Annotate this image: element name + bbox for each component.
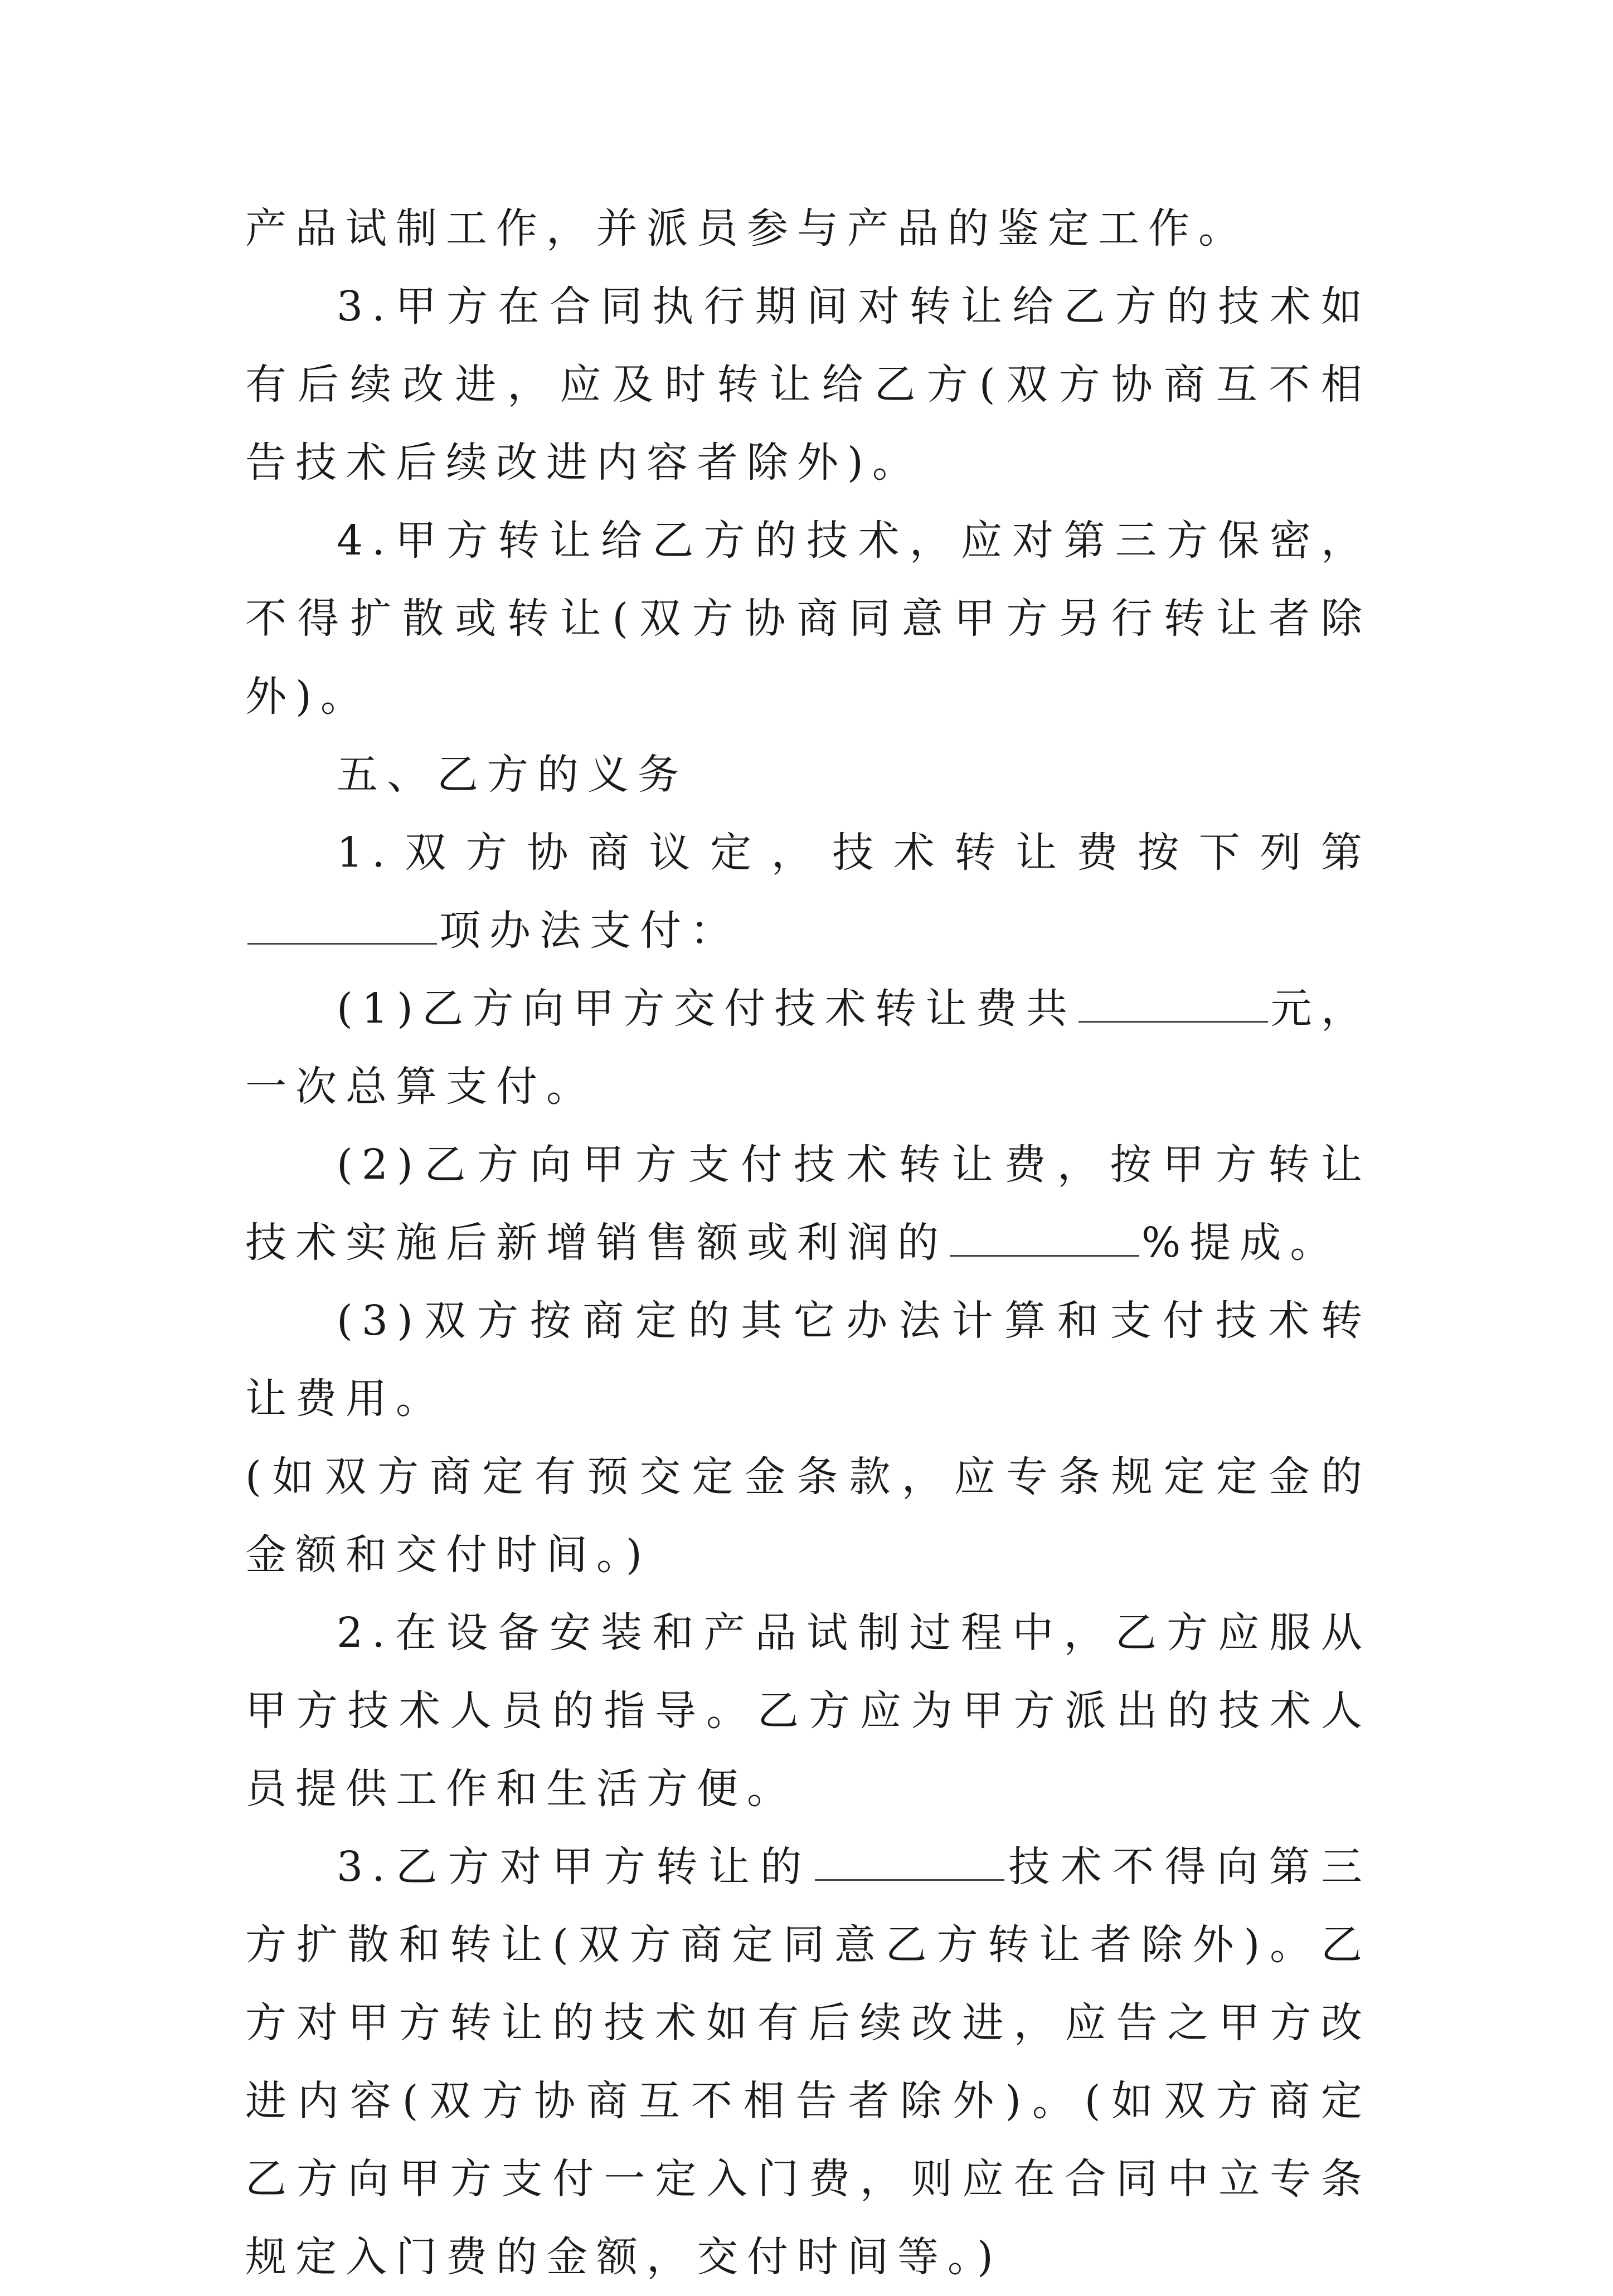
fill-in-blank (247, 904, 437, 945)
clause-text: 项办法支付： (439, 907, 740, 955)
paragraph-note-deposit: (如双方商定有预交定金条款，应专条规定定金的金额和交付时间。) (245, 1453, 1371, 1579)
clause-text: 3.乙方对甲方转让的 (337, 1843, 813, 1891)
fill-in-blank (815, 1840, 1004, 1881)
paragraph-b-option-2 (245, 1126, 1371, 1282)
paragraph-b-clause-1 (245, 814, 1371, 970)
paragraph-clause-3: 3.甲方在合同执行期间对转让给乙方的技术如有后续改进，应及时转让给乙方(双方协商互不相告技术后续改进内容者除外)。 (245, 283, 1371, 487)
section-heading-party-b-obligations: 五、乙方的义务 (337, 751, 688, 799)
paragraph-b-option-3: (3)双方按商定的其它办法计算和支付技术转让费用。 (245, 1297, 1371, 1423)
clause-text: (2)乙方向甲方支付技术转让费，按甲方转让技术实施后新增销售额或利润的 (245, 1141, 1371, 1267)
paragraph-b-option-1 (245, 970, 1371, 1126)
paragraph-b-clause-2: 2.在设备安装和产品试制过程中，乙方应服从甲方技术人员的指导。乙方应为甲方派出的技术人员提供工作和生活方便。 (245, 1609, 1371, 1813)
clause-text: %提成。 (1141, 1219, 1340, 1267)
fill-in-blank (1078, 982, 1268, 1023)
clause-text: (1)乙方向甲方交付技术转让费共 (337, 985, 1077, 1033)
fill-in-blank (950, 1216, 1139, 1257)
paragraph-b-clause-3 (245, 1828, 1371, 2296)
clause-text: 技术不得向第三方扩散和转让(双方商定同意乙方转让者除外)。乙方对甲方转让的技术如有后续改进，应告之甲方改进内容(双方协商互不相告者除外)。(如双方商定乙方向甲方支付一定入门费，则应在合同中立专条规定入门费的金额，交付时间等。) (245, 1843, 1371, 2281)
clause-text: 1.双方协商议定，技术转让费按下列第 (337, 829, 1371, 877)
clause-text: 元，一次总算支付。 (245, 985, 1372, 1111)
paragraph-continuation: 产品试制工作，并派员参与产品的鉴定工作。 (245, 205, 1248, 252)
paragraph-clause-4: 4.甲方转让给乙方的技术，应对第三方保密，不得扩散或转让(双方协商同意甲方另行转让者除外)。 (245, 517, 1371, 721)
document-body (245, 189, 1371, 2296)
